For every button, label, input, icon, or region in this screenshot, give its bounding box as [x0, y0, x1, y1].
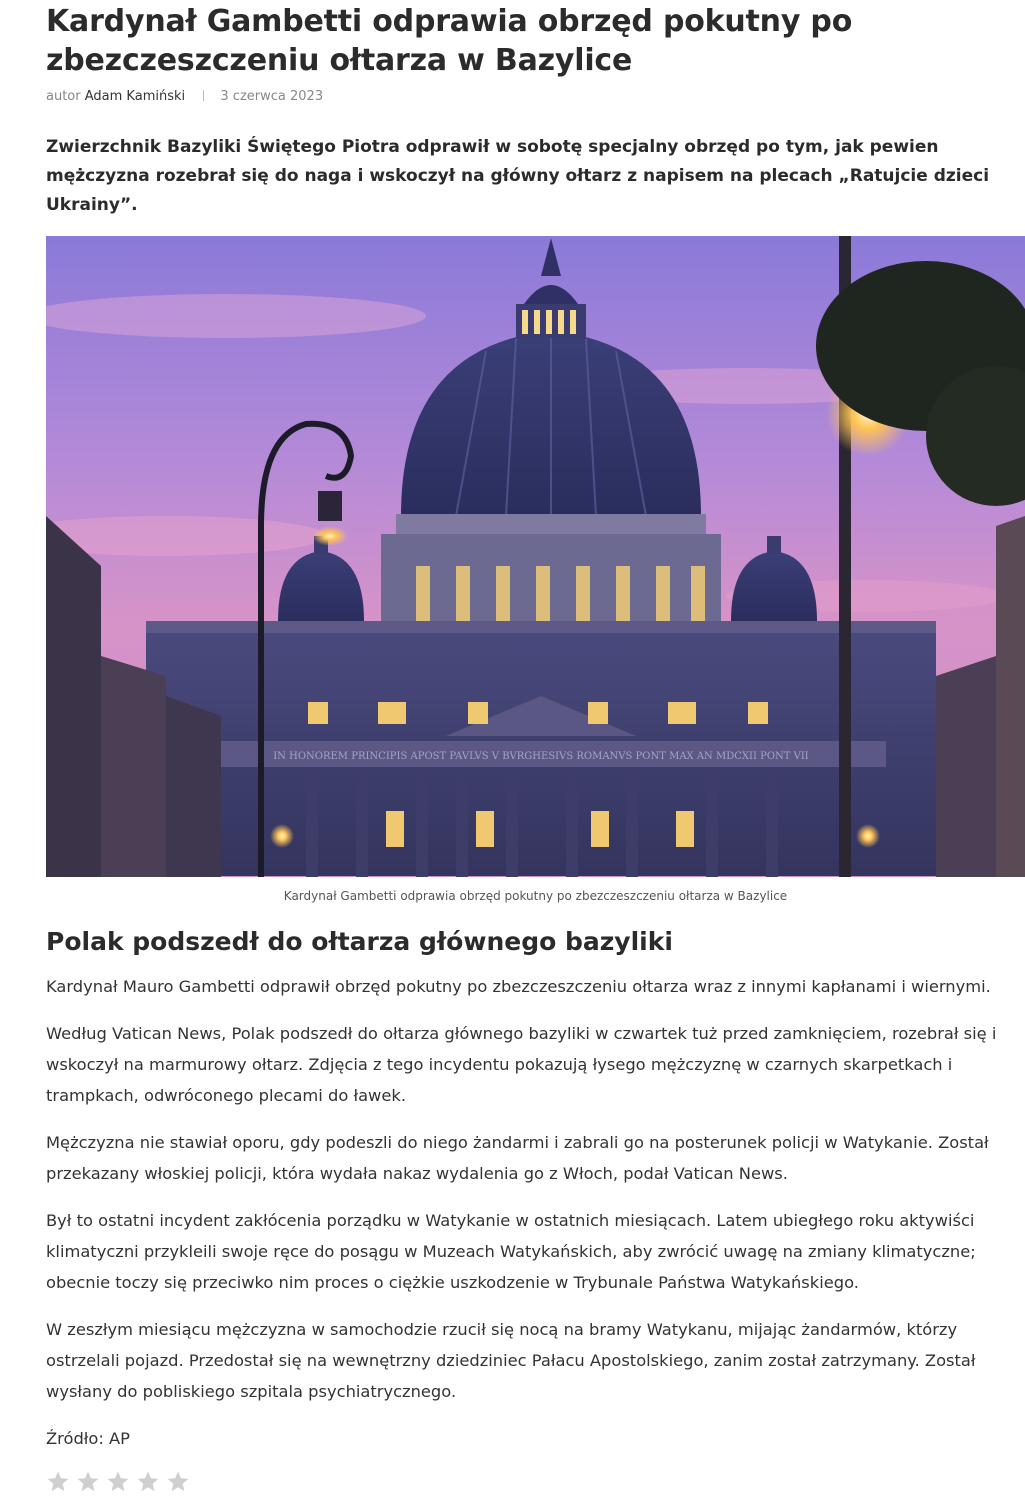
facade-inscription: IN HONOREM PRINCIPIS APOST PAVLVS V BVRGHESIVS ROMANVS PONT MAX AN MDCXII PONT VII [273, 751, 809, 762]
publish-date: 3 czerwca 2023 [220, 89, 324, 104]
image-caption: Kardynał Gambetti odprawia obrzęd pokutny po zbezczeszczeniu ołtarza w Bazylice [283, 889, 788, 903]
article-lead: Zwierzchnik Bazyliki Świętego Piotra odprawił w sobotę specjalny obrzęd po tym, jak pewien mężczyzna rozebrał się do naga i wskoczył na główny ołtarz z napisem na plecach „Ratujcie dzieci Ukrainy”. [46, 137, 990, 215]
article-paragraph: W zeszłym miesiącu mężczyzna w samochodzie rzucił się nocą na bramy Watykanu, mijając żandarmów, którzy ostrzelali pojazd. Przedostał się na wewnętrzny dziedziniec Pałacu Apostolskiego, zanim został zatrzymany. Został wysłany do pobliskiego szpitala psychiatrycznego. [46, 1320, 976, 1401]
star-icon[interactable] [136, 1470, 160, 1494]
article-meta [46, 88, 1025, 106]
hero-image-st-peters-basilica [46, 236, 1025, 877]
article-title: Kardynał Gambetti odprawia obrzęd pokutny po zbezczeszczeniu ołtarza w Bazylice [46, 4, 853, 78]
meta-divider [203, 90, 204, 101]
star-icon[interactable] [76, 1470, 100, 1494]
section-heading: Polak podszedł do ołtarza głównego bazyliki [46, 927, 673, 956]
article-source: Źródło: AP [46, 1429, 130, 1448]
article [46, 0, 1025, 1498]
star-icon[interactable] [106, 1470, 130, 1494]
author-prefix: autor [46, 89, 81, 104]
author-link[interactable]: Adam Kamiński [84, 89, 186, 104]
article-paragraph: Był to ostatni incydent zakłócenia porządku w Watykanie w ostatnich miesiącach. Latem ubiegłego roku aktywiści klimatyczni przykleili swoje ręce do posągu w Muzeach Watykańskich, aby zwrócić uwagę na zmiany klimatyczne; obecnie toczy się przeciwko nim proces o ciężkie uszkodzenie w Trybunale Państwa Watykańskiego. [46, 1211, 976, 1292]
star-icon[interactable] [166, 1470, 190, 1494]
star-icon[interactable] [46, 1470, 70, 1494]
article-paragraph: Według Vatican News, Polak podszedł do ołtarza głównego bazyliki w czwartek tuż przed zamknięciem, rozebrał się i wskoczył na marmurowy ołtarz. Zdjęcia z tego incydentu pokazują łysego mężczyznę w czarnych skarpetkach i trampkach, odwróconego plecami do ławek. [46, 1024, 997, 1105]
article-paragraph: Kardynał Mauro Gambetti odprawił obrzęd pokutny po zbezczeszczeniu ołtarza wraz z innymi kapłanami i wiernymi. [46, 977, 991, 996]
article-paragraph: Mężczyzna nie stawiał oporu, gdy podeszli do niego żandarmi i zabrali go na posterunek policji w Watykanie. Został przekazany włoskiej policji, która wydała nakaz wydalenia go z Włoch, podał Vatican News. [46, 1133, 989, 1183]
star-rating[interactable] [46, 1470, 1025, 1498]
